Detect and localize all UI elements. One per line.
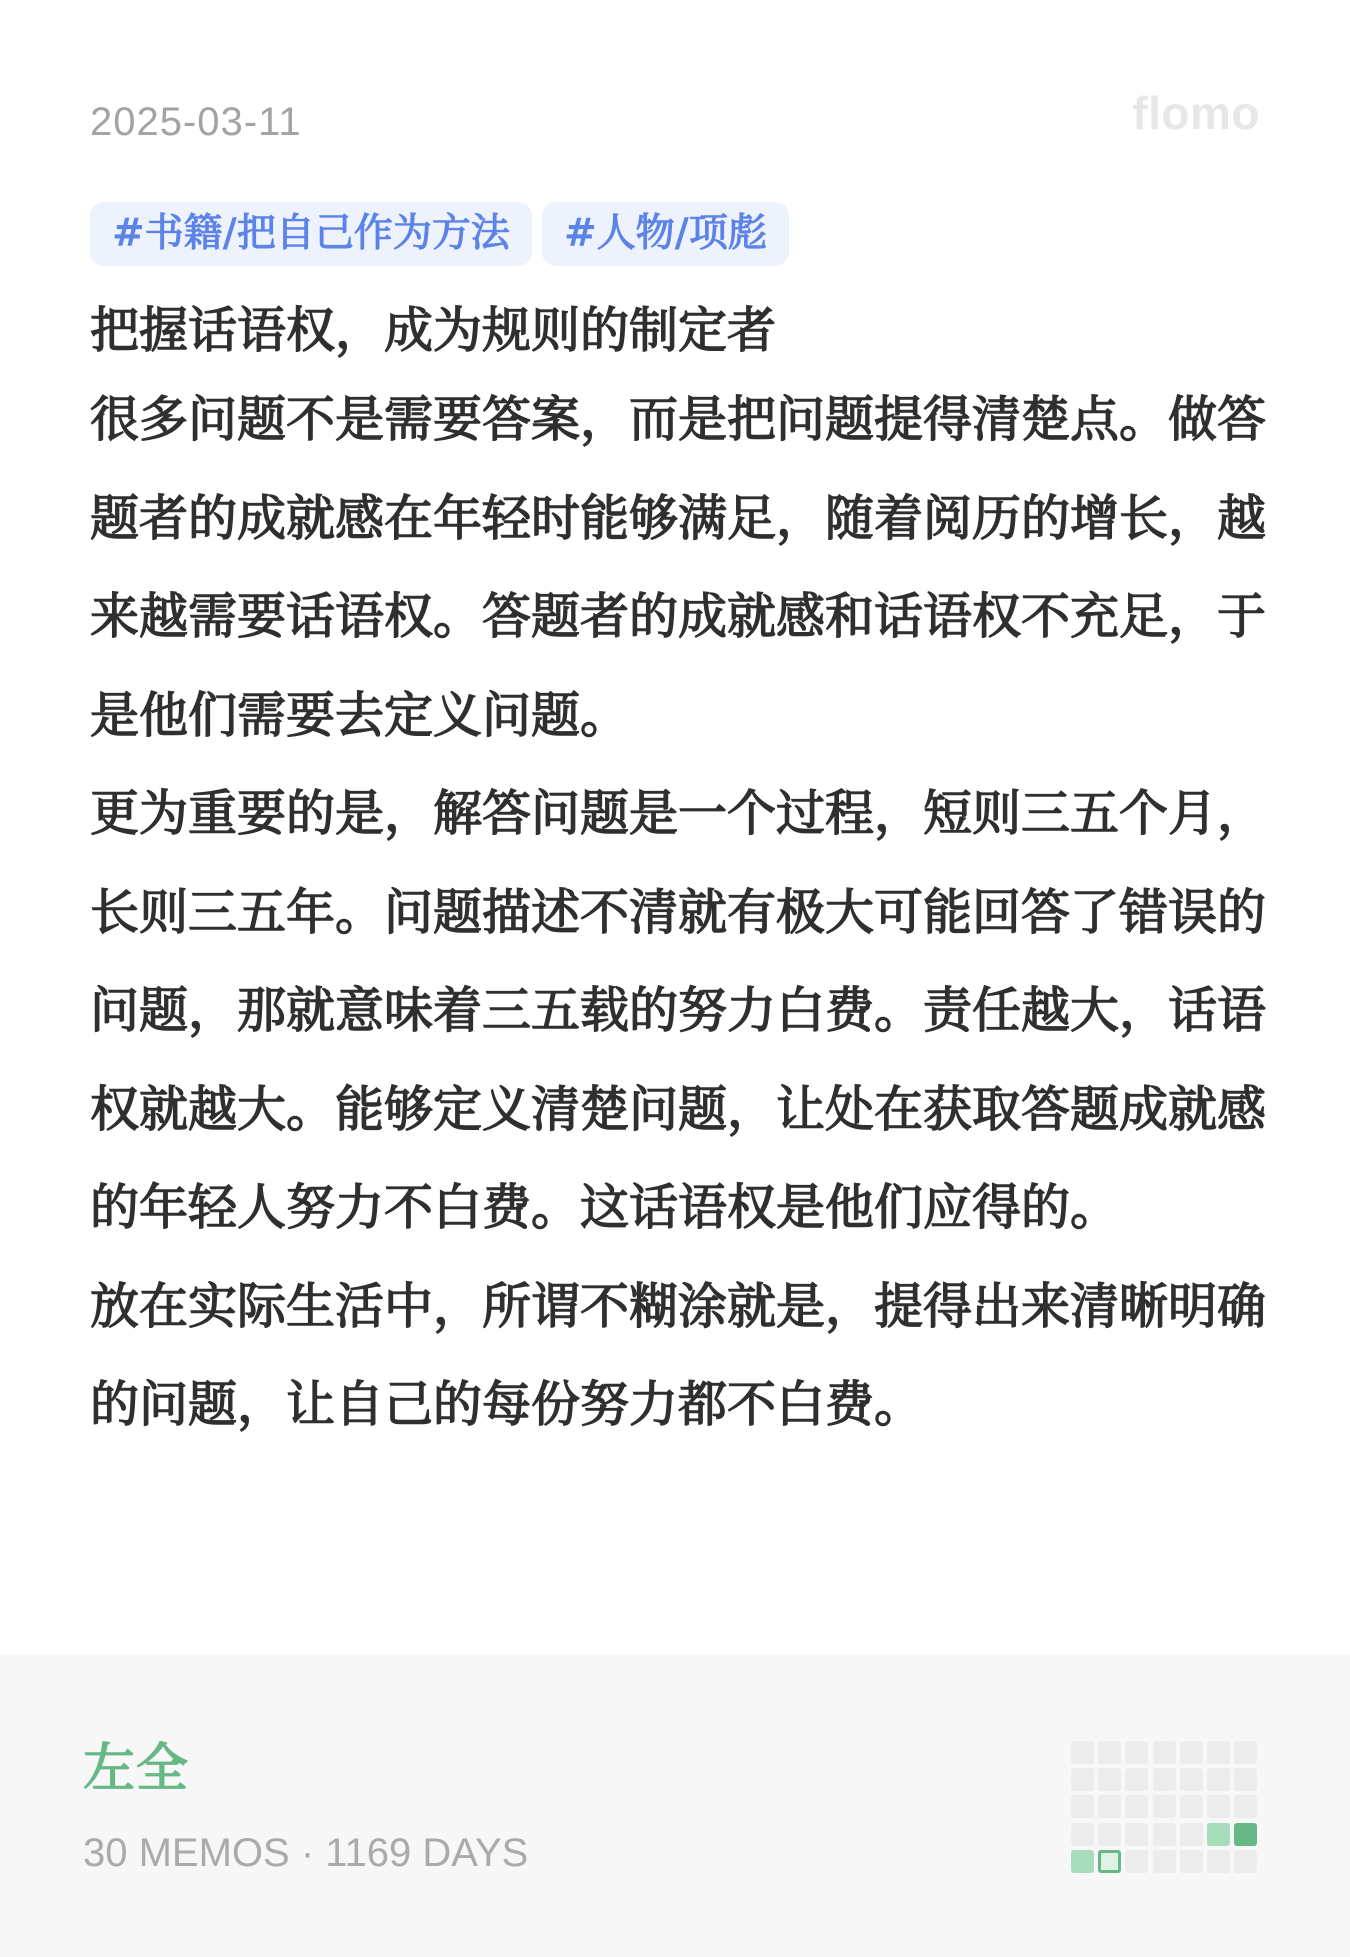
heatmap-cell — [1180, 1823, 1203, 1846]
heatmap-cell — [1125, 1741, 1148, 1764]
memo-paragraph-3: 放在实际生活中，所谓不糊涂就是，提得出来清晰明确的问题，让自己的每份努力都不白费。 — [90, 1277, 1267, 1433]
flomo-logo: flomo — [1132, 87, 1260, 139]
heatmap-cell — [1071, 1795, 1094, 1818]
heatmap-cell — [1125, 1850, 1148, 1873]
memo-date: 2025-03-11 — [90, 100, 302, 144]
heatmap-cell — [1234, 1768, 1257, 1791]
tag-book[interactable]: #书籍/把自己作为方法 — [90, 202, 532, 266]
memo-paragraph-2: 更为重要的是，解答问题是一个过程，短则三五个月，长则三五年。问题描述不清就有极大可能回答了错误的问题，那就意味着三五载的努力白费。责任越大，话语权就越大。能够定义清楚问题，让处在获取答题成就感的年轻人努力不白费。这话语权是他们应得的。 — [90, 785, 1267, 1236]
heatmap-cell — [1153, 1768, 1176, 1791]
memo-stats: 30 MEMOS · 1169 DAYS — [83, 1831, 529, 1875]
heatmap-cell — [1207, 1850, 1230, 1873]
profile-footer — [0, 1655, 1350, 1957]
heatmap-cell — [1071, 1741, 1094, 1764]
heatmap-cell — [1234, 1823, 1257, 1846]
memo-tags — [90, 202, 789, 266]
heatmap-cell — [1207, 1741, 1230, 1764]
heatmap-cell — [1207, 1795, 1230, 1818]
memo-title: 把握话语权，成为规则的制定者 — [90, 302, 777, 359]
heatmap-cell — [1180, 1850, 1203, 1873]
heatmap-cell — [1125, 1823, 1148, 1846]
heatmap-cell — [1098, 1795, 1121, 1818]
heatmap-cell — [1153, 1795, 1176, 1818]
heatmap-cell — [1098, 1850, 1121, 1873]
activity-heatmap — [1071, 1741, 1261, 1879]
heatmap-cell — [1071, 1823, 1094, 1846]
tag-person[interactable]: #人物/项彪 — [542, 202, 789, 266]
heatmap-cell — [1180, 1768, 1203, 1791]
heatmap-cell — [1234, 1850, 1257, 1873]
heatmap-cell — [1153, 1850, 1176, 1873]
memo-content — [90, 291, 1272, 1455]
heatmap-cell — [1125, 1795, 1148, 1818]
heatmap-cell — [1071, 1768, 1094, 1791]
author-name: 左全 — [83, 1739, 190, 1799]
heatmap-cell — [1125, 1768, 1148, 1791]
heatmap-cell — [1180, 1741, 1203, 1764]
memo-paragraph-1: 很多问题不是需要答案，而是把问题提得清楚点。做答题者的成就感在年轻时能够满足，随着阅历的增长，越来越需要话语权。答题者的成就感和话语权不充足，于是他们需要去定义问题。 — [90, 391, 1267, 744]
heatmap-cell — [1153, 1741, 1176, 1764]
heatmap-cell — [1098, 1741, 1121, 1764]
heatmap-cell — [1207, 1823, 1230, 1846]
heatmap-cell — [1234, 1795, 1257, 1818]
heatmap-cell — [1098, 1768, 1121, 1791]
heatmap-cell — [1234, 1741, 1257, 1764]
heatmap-cell — [1207, 1768, 1230, 1791]
heatmap-cell — [1153, 1823, 1176, 1846]
heatmap-cell — [1098, 1823, 1121, 1846]
heatmap-cell — [1180, 1795, 1203, 1818]
heatmap-cell — [1071, 1850, 1094, 1873]
